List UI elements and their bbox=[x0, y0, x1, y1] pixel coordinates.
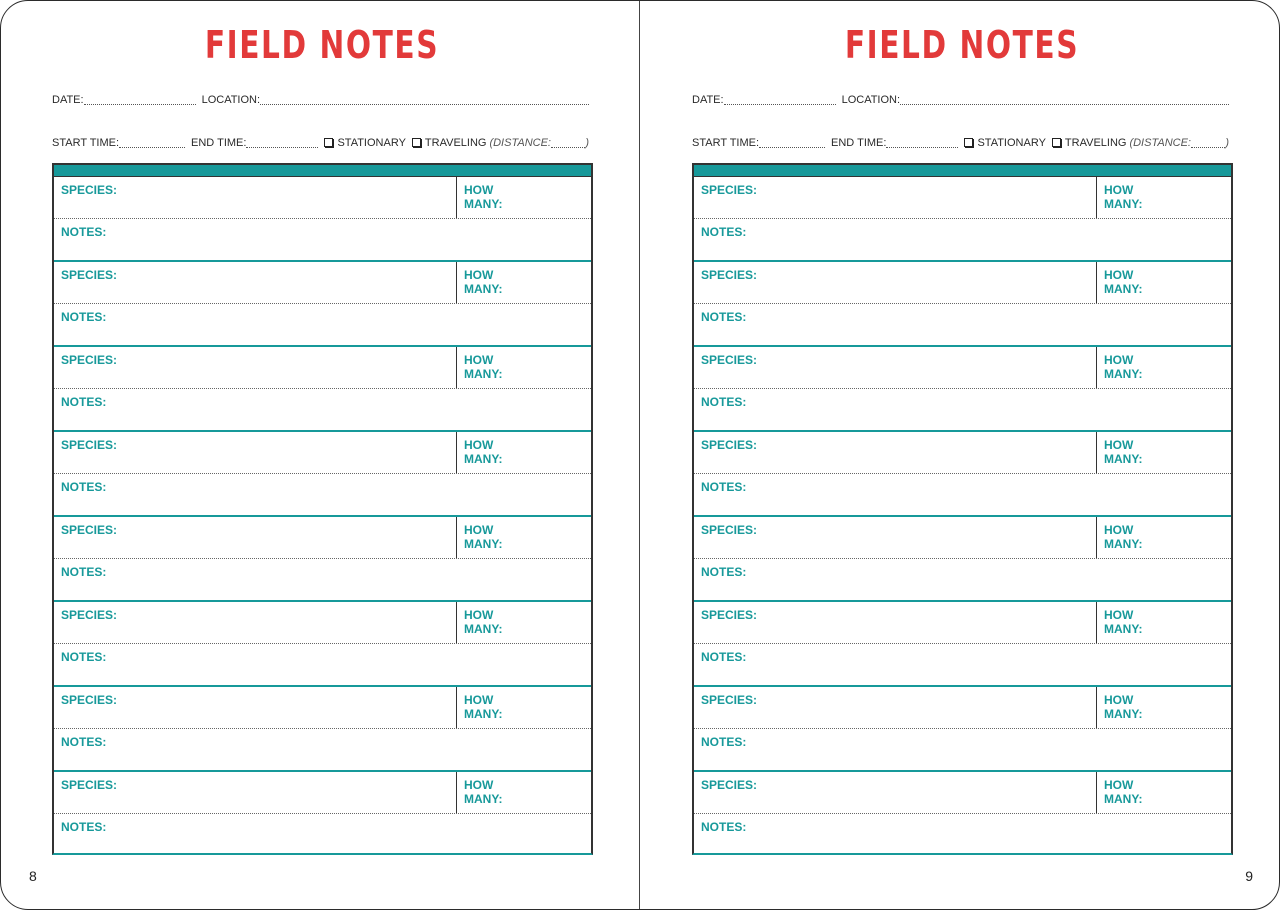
notes-label: NOTES: bbox=[61, 480, 107, 494]
notes-label: NOTES: bbox=[701, 565, 747, 579]
date-location-row bbox=[692, 93, 1229, 107]
notes-row[interactable] bbox=[54, 559, 591, 602]
how-many-cell[interactable] bbox=[1096, 687, 1143, 728]
species-row[interactable] bbox=[54, 772, 591, 814]
how-many-label: HOW MANY: bbox=[464, 268, 503, 296]
notes-label: NOTES: bbox=[61, 310, 107, 324]
species-table bbox=[692, 163, 1233, 855]
notes-label: NOTES: bbox=[61, 735, 107, 749]
species-label: SPECIES: bbox=[61, 438, 118, 452]
how-many-cell[interactable] bbox=[456, 602, 503, 643]
time-row bbox=[692, 136, 1229, 150]
date-field[interactable] bbox=[84, 94, 196, 105]
notes-row[interactable] bbox=[54, 814, 591, 857]
location-field[interactable] bbox=[260, 94, 589, 105]
species-row[interactable] bbox=[694, 262, 1231, 304]
species-row[interactable] bbox=[694, 602, 1231, 644]
notes-row[interactable] bbox=[694, 474, 1231, 517]
distance-label: (DISTANCE: bbox=[489, 137, 551, 149]
notes-label: NOTES: bbox=[61, 565, 107, 579]
how-many-label: HOW MANY: bbox=[1104, 268, 1143, 296]
end-time-field[interactable] bbox=[886, 137, 958, 148]
species-label: SPECIES: bbox=[61, 268, 118, 282]
species-row[interactable] bbox=[694, 347, 1231, 389]
left-page bbox=[1, 1, 641, 909]
traveling-checkbox[interactable] bbox=[1052, 138, 1061, 147]
date-location-row bbox=[52, 93, 589, 107]
how-many-cell[interactable] bbox=[1096, 262, 1143, 303]
species-row[interactable] bbox=[54, 517, 591, 559]
distance-label: (DISTANCE: bbox=[1129, 137, 1191, 149]
how-many-cell[interactable] bbox=[456, 772, 503, 813]
notes-label: NOTES: bbox=[701, 310, 747, 324]
notes-label: NOTES: bbox=[61, 395, 107, 409]
start-time-label: START TIME: bbox=[692, 137, 760, 149]
notes-row[interactable] bbox=[694, 219, 1231, 262]
stationary-label: STATIONARY bbox=[337, 137, 406, 149]
traveling-label: TRAVELING bbox=[424, 137, 487, 149]
how-many-cell[interactable] bbox=[456, 262, 503, 303]
notes-label: NOTES: bbox=[701, 650, 747, 664]
how-many-label: HOW MANY: bbox=[1104, 778, 1143, 806]
start-time-field[interactable] bbox=[759, 137, 825, 148]
how-many-label: HOW MANY: bbox=[464, 608, 503, 636]
notes-row[interactable] bbox=[54, 644, 591, 687]
table-header-bar bbox=[694, 163, 1231, 177]
species-row[interactable] bbox=[54, 262, 591, 304]
how-many-label: HOW MANY: bbox=[464, 523, 503, 551]
how-many-cell[interactable] bbox=[456, 347, 503, 388]
species-row[interactable] bbox=[54, 687, 591, 729]
start-time-field[interactable] bbox=[119, 137, 185, 148]
species-label: SPECIES: bbox=[701, 778, 758, 792]
species-label: SPECIES: bbox=[701, 438, 758, 452]
how-many-label: HOW MANY: bbox=[1104, 608, 1143, 636]
notes-row[interactable] bbox=[54, 474, 591, 517]
how-many-label: HOW MANY: bbox=[1104, 693, 1143, 721]
how-many-label: HOW MANY: bbox=[464, 183, 503, 211]
notes-row[interactable] bbox=[54, 219, 591, 262]
species-row[interactable] bbox=[694, 177, 1231, 219]
species-row[interactable] bbox=[694, 432, 1231, 474]
how-many-cell[interactable] bbox=[1096, 432, 1143, 473]
notes-row[interactable] bbox=[694, 304, 1231, 347]
date-field[interactable] bbox=[724, 94, 836, 105]
notes-label: NOTES: bbox=[61, 225, 107, 239]
date-label: DATE: bbox=[52, 94, 84, 106]
notes-label: NOTES: bbox=[701, 820, 747, 834]
distance-field[interactable] bbox=[1191, 137, 1225, 148]
distance-close: ) bbox=[1225, 137, 1229, 149]
right-page bbox=[641, 1, 1280, 909]
traveling-label: TRAVELING bbox=[1064, 137, 1127, 149]
notes-label: NOTES: bbox=[701, 225, 747, 239]
species-row[interactable] bbox=[54, 177, 591, 219]
distance-field[interactable] bbox=[551, 137, 585, 148]
time-row bbox=[52, 136, 589, 150]
species-row[interactable] bbox=[54, 347, 591, 389]
end-time-field[interactable] bbox=[246, 137, 318, 148]
how-many-cell[interactable] bbox=[1096, 177, 1143, 218]
species-table bbox=[52, 163, 593, 855]
notes-label: NOTES: bbox=[701, 480, 747, 494]
species-row[interactable] bbox=[694, 687, 1231, 729]
how-many-label: HOW MANY: bbox=[1104, 353, 1143, 381]
how-many-label: HOW MANY: bbox=[464, 353, 503, 381]
stationary-label: STATIONARY bbox=[977, 137, 1046, 149]
species-label: SPECIES: bbox=[701, 693, 758, 707]
how-many-cell[interactable] bbox=[1096, 347, 1143, 388]
end-time-label: END TIME: bbox=[831, 137, 887, 149]
notes-row[interactable] bbox=[694, 389, 1231, 432]
notes-row[interactable] bbox=[694, 729, 1231, 772]
stationary-checkbox[interactable] bbox=[324, 138, 333, 147]
entry-rows bbox=[694, 177, 1231, 857]
species-label: SPECIES: bbox=[701, 608, 758, 622]
species-label: SPECIES: bbox=[61, 778, 118, 792]
how-many-label: HOW MANY: bbox=[464, 693, 503, 721]
notes-row[interactable] bbox=[694, 814, 1231, 857]
how-many-cell[interactable] bbox=[456, 177, 503, 218]
table-header-bar bbox=[54, 163, 591, 177]
species-label: SPECIES: bbox=[61, 353, 118, 367]
how-many-label: HOW MANY: bbox=[464, 778, 503, 806]
how-many-cell[interactable] bbox=[1096, 602, 1143, 643]
species-row[interactable] bbox=[694, 772, 1231, 814]
notes-row[interactable] bbox=[694, 644, 1231, 687]
notes-row[interactable] bbox=[694, 559, 1231, 602]
how-many-cell[interactable] bbox=[1096, 772, 1143, 813]
how-many-cell[interactable] bbox=[1096, 517, 1143, 558]
species-label: SPECIES: bbox=[701, 183, 758, 197]
species-label: SPECIES: bbox=[701, 353, 758, 367]
species-label: SPECIES: bbox=[61, 608, 118, 622]
species-row[interactable] bbox=[54, 602, 591, 644]
species-row[interactable] bbox=[54, 432, 591, 474]
stationary-checkbox[interactable] bbox=[964, 138, 973, 147]
page-number: 8 bbox=[29, 868, 37, 884]
species-label: SPECIES: bbox=[61, 183, 118, 197]
notes-label: NOTES: bbox=[61, 650, 107, 664]
end-time-label: END TIME: bbox=[191, 137, 247, 149]
how-many-cell[interactable] bbox=[456, 687, 503, 728]
how-many-label: HOW MANY: bbox=[1104, 438, 1143, 466]
page-title: FIELD NOTES bbox=[844, 23, 1080, 67]
notes-row[interactable] bbox=[54, 729, 591, 772]
traveling-checkbox[interactable] bbox=[412, 138, 421, 147]
how-many-label: HOW MANY: bbox=[464, 438, 503, 466]
distance-close: ) bbox=[585, 137, 589, 149]
how-many-label: HOW MANY: bbox=[1104, 523, 1143, 551]
species-label: SPECIES: bbox=[701, 268, 758, 282]
page-number: 9 bbox=[1245, 868, 1253, 884]
entry-rows bbox=[54, 177, 591, 857]
date-label: DATE: bbox=[692, 94, 724, 106]
notes-row[interactable] bbox=[54, 304, 591, 347]
location-label: LOCATION: bbox=[841, 94, 901, 106]
species-label: SPECIES: bbox=[701, 523, 758, 537]
species-label: SPECIES: bbox=[61, 523, 118, 537]
how-many-label: HOW MANY: bbox=[1104, 183, 1143, 211]
species-label: SPECIES: bbox=[61, 693, 118, 707]
how-many-cell[interactable] bbox=[456, 517, 503, 558]
notes-label: NOTES: bbox=[61, 820, 107, 834]
species-row[interactable] bbox=[694, 517, 1231, 559]
notes-label: NOTES: bbox=[701, 735, 747, 749]
start-time-label: START TIME: bbox=[52, 137, 120, 149]
page-title: FIELD NOTES bbox=[204, 23, 440, 67]
notes-label: NOTES: bbox=[701, 395, 747, 409]
notes-row[interactable] bbox=[54, 389, 591, 432]
location-field[interactable] bbox=[900, 94, 1229, 105]
how-many-cell[interactable] bbox=[456, 432, 503, 473]
location-label: LOCATION: bbox=[201, 94, 261, 106]
